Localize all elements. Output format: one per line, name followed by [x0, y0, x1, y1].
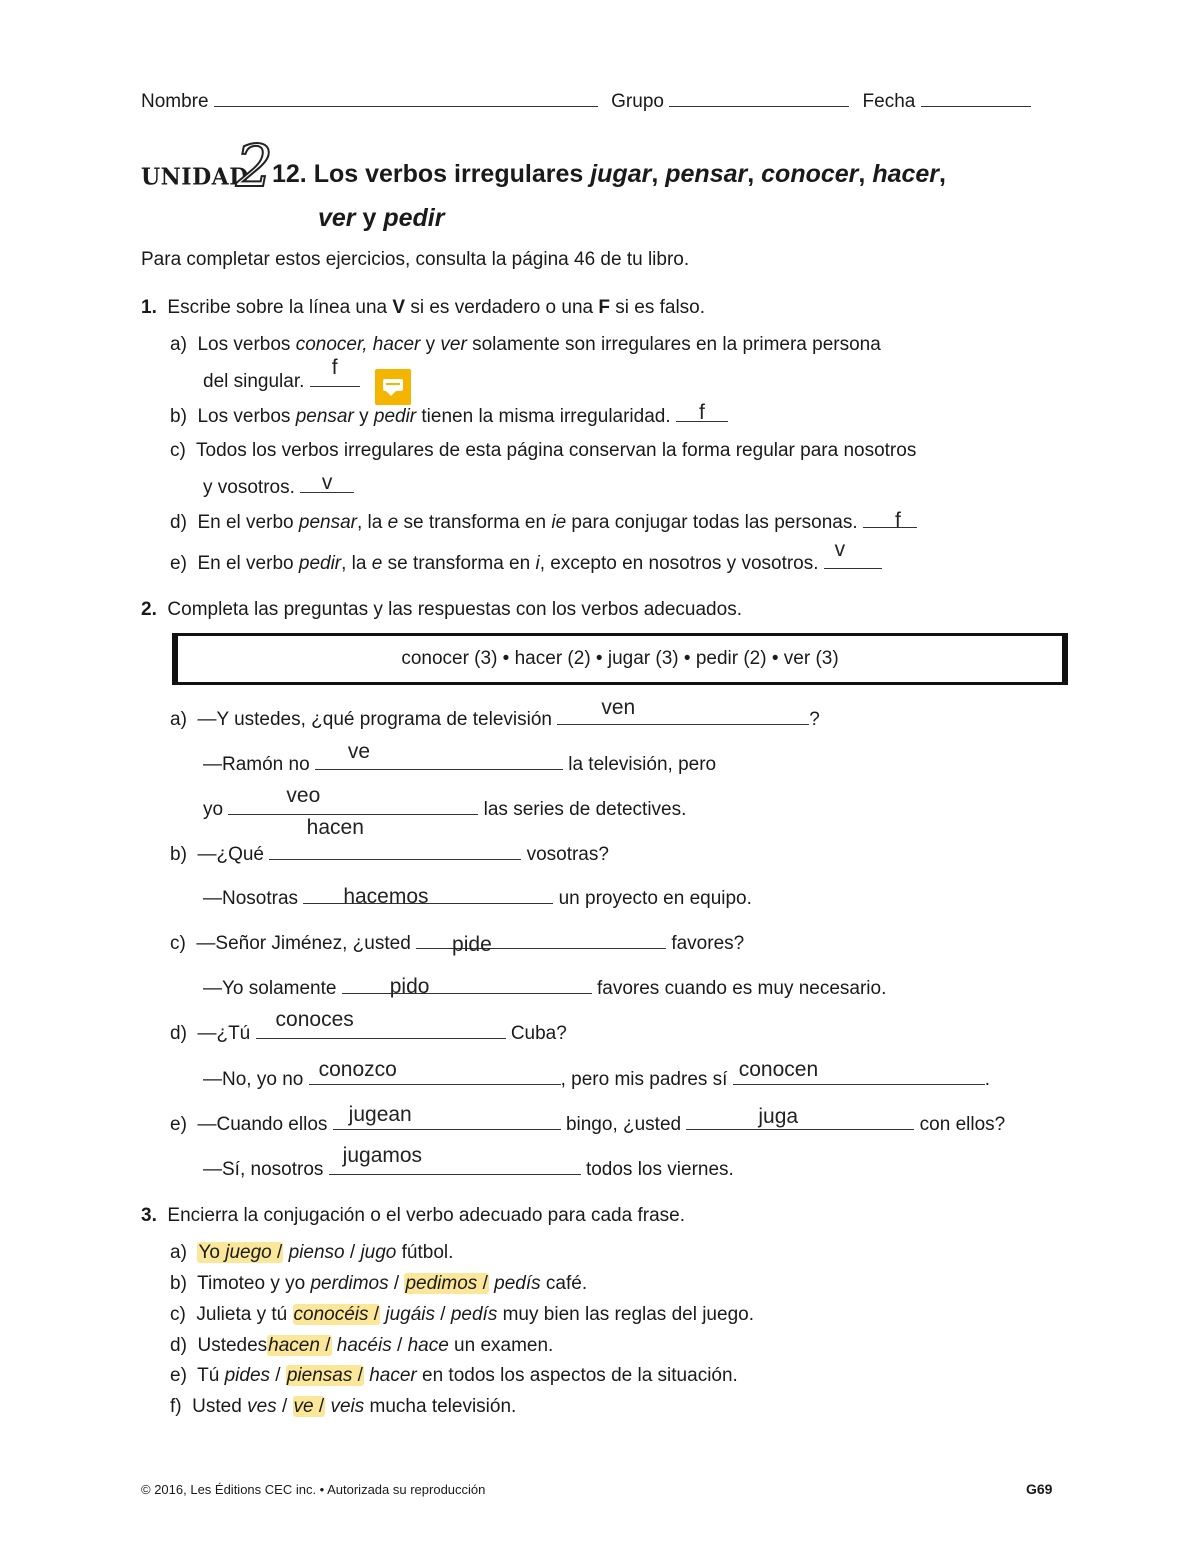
ex1-item-c-cont: y vosotros. v [203, 474, 354, 499]
fecha-field[interactable] [921, 88, 1031, 107]
ex2-e-field2[interactable] [686, 1105, 914, 1130]
nombre-field[interactable] [214, 88, 598, 107]
ex2-instruction: 2. Completa las preguntas y las respuestas con los verbos adecuados. [141, 599, 742, 620]
ex3-c-highlight[interactable]: conocéis / [293, 1304, 380, 1325]
ex2-b-field2[interactable] [303, 885, 553, 908]
page-title: 12. Los verbos irregulares jugar, pensar, conocer, hacer, [272, 160, 946, 188]
comment-icon[interactable] [375, 369, 411, 405]
ex2-a-answer2: ve [347, 740, 371, 763]
ex2-d-answer3: conocen [738, 1058, 819, 1081]
footer-copyright: © 2016, Les Éditions CEC inc. • Autorizada su reproducción [141, 1482, 486, 1497]
ex1-d-answer-field[interactable] [863, 509, 917, 532]
ex1-item-a-cont: del singular. f [203, 368, 360, 393]
ex2-c-field2[interactable] [342, 975, 592, 998]
ex2-e-answer3: jugamos [342, 1144, 423, 1167]
ex1-item-a: a) Los verbos conocer, hacer y ver solamente son irregulares en la primera persona [170, 334, 881, 355]
ex1-d-answer: f [895, 509, 901, 532]
ex1-b-answer-field[interactable] [676, 403, 728, 422]
footer-page-number: G69 [1026, 1481, 1053, 1497]
ex2-c-r1: —Yo solamente pido favores cuando es muy necesario. [203, 975, 887, 999]
ex1-b-answer: f [699, 401, 705, 424]
ex1-e-answer: v [834, 538, 846, 561]
ex2-e-answer1: jugean [348, 1103, 412, 1126]
fecha-label: Fecha [862, 91, 916, 112]
unit-label: UNIDAD [141, 163, 249, 191]
ex2-c-field1[interactable] [416, 930, 666, 956]
ex3-item-e: e) Tú pides / piensas / hacer en todos los aspectos de la situación. [170, 1365, 738, 1386]
ex2-b-q1: b) —¿Qué hacen vosotras? [170, 816, 609, 865]
ex2-b-answer2: hacemos [343, 885, 429, 908]
ex2-a-q1: a) —Y ustedes, ¿qué programa de televisión ven ? [170, 696, 820, 730]
ex3-item-a: a) Yo juego / pienso / jugo fútbol. [170, 1242, 454, 1263]
ex2-a-field3[interactable] [228, 784, 478, 815]
ex1-item-d: d) En el verbo pensar, la e se transforma en ie para conjugar todas las personas. f [170, 509, 917, 534]
ex2-a-r2: yo veo las series de detectives. [203, 784, 687, 820]
ex2-a-answer3: veo [286, 784, 321, 807]
ex2-d-r1: —No, yo no conozco , pero mis padres sí conocen . [203, 1058, 991, 1090]
ex1-item-c: c) Todos los verbos irregulares de esta página conservan la forma regular para nosotros [170, 440, 917, 461]
ex3-item-f: f) Usted ves / ve / veis mucha televisión. [170, 1396, 517, 1417]
ex3-item-c: c) Julieta y tú conocéis / jugáis / pedís muy bien las reglas del juego. [170, 1304, 754, 1325]
ex2-c-q1: c) —Señor Jiménez, ¿usted pide favores? [170, 930, 744, 955]
grupo-field[interactable] [669, 88, 849, 107]
ex1-c-answer: v [321, 471, 333, 494]
nombre-label: Nombre [141, 91, 209, 112]
ex2-d-answer2: conozco [318, 1058, 397, 1081]
ex2-b-r1: —Nosotras hacemos un proyecto en equipo. [203, 885, 752, 909]
unit-number: 2 [236, 132, 273, 200]
ex1-a-answer-field[interactable] [310, 356, 360, 387]
ex3-d-highlight[interactable]: hacen / [268, 1335, 331, 1356]
ex2-e-answer2: juga [758, 1105, 799, 1128]
ex3-b-highlight[interactable]: pedimos / [405, 1273, 488, 1294]
ex3-f-highlight[interactable]: ve / [293, 1396, 325, 1417]
ex3-a-highlight[interactable]: Yo juego / [198, 1242, 283, 1263]
ex2-a-answer1: ven [601, 696, 636, 719]
ex1-item-b: b) Los verbos pensar y pedir tienen la misma irregularidad. f [170, 403, 728, 428]
ex2-c-answer2: pido [389, 975, 430, 998]
ex2-a-field2[interactable] [315, 740, 563, 770]
ex2-e-field3[interactable] [329, 1144, 581, 1175]
ex2-d-q1: d) —¿Tú conoces Cuba? [170, 1008, 567, 1044]
ex3-item-d: d) Ustedeshacen / hacéis / hace un examen. [170, 1335, 554, 1356]
ex2-e-field1[interactable] [333, 1103, 561, 1130]
ex3-instruction: 3. Encierra la conjugación o el verbo adecuado para cada frase. [141, 1205, 685, 1226]
ex1-a-answer: f [331, 356, 338, 379]
ex2-c-answer1: pide [452, 933, 492, 956]
ex1-c-answer-field[interactable] [300, 471, 354, 494]
header-row [141, 88, 1031, 113]
intro-text: Para completar estos ejercicios, consulta la página 46 de tu libro. [141, 249, 690, 270]
ex2-e-q1: e) —Cuando ellos jugean bingo, ¿usted juga con ellos? [170, 1103, 1006, 1135]
ex2-e-r1: —Sí, nosotros jugamos todos los viernes. [203, 1144, 734, 1180]
grupo-label: Grupo [611, 91, 664, 112]
ex3-item-b: b) Timoteo y yo perdimos / pedimos / pedís café. [170, 1273, 588, 1294]
ex1-instruction: 1. Escribe sobre la línea una V si es verdadero o una F si es falso. [141, 297, 706, 318]
ex2-b-answer1: hacen [306, 816, 364, 839]
ex2-d-field2[interactable] [309, 1058, 561, 1085]
ex2-a-field1[interactable] [557, 696, 809, 725]
ex2-a-r1: —Ramón no ve la televisión, pero [203, 740, 717, 775]
ex2-d-answer1: conoces [275, 1008, 354, 1031]
page-title-line2: ver y pedir [318, 204, 445, 232]
ex2-d-field3[interactable] [733, 1058, 985, 1085]
ex1-e-answer-field[interactable] [824, 538, 882, 569]
ex1-item-e: e) En el verbo pedir, la e se transforma en i, excepto en nosotros y vosotros. v [170, 550, 882, 575]
word-bank-text: conocer (3) • hacer (2) • jugar (3) • pedir (2) • ver (3) [401, 648, 839, 669]
ex3-e-highlight[interactable]: piensas / [286, 1365, 363, 1386]
word-bank [172, 633, 1068, 685]
